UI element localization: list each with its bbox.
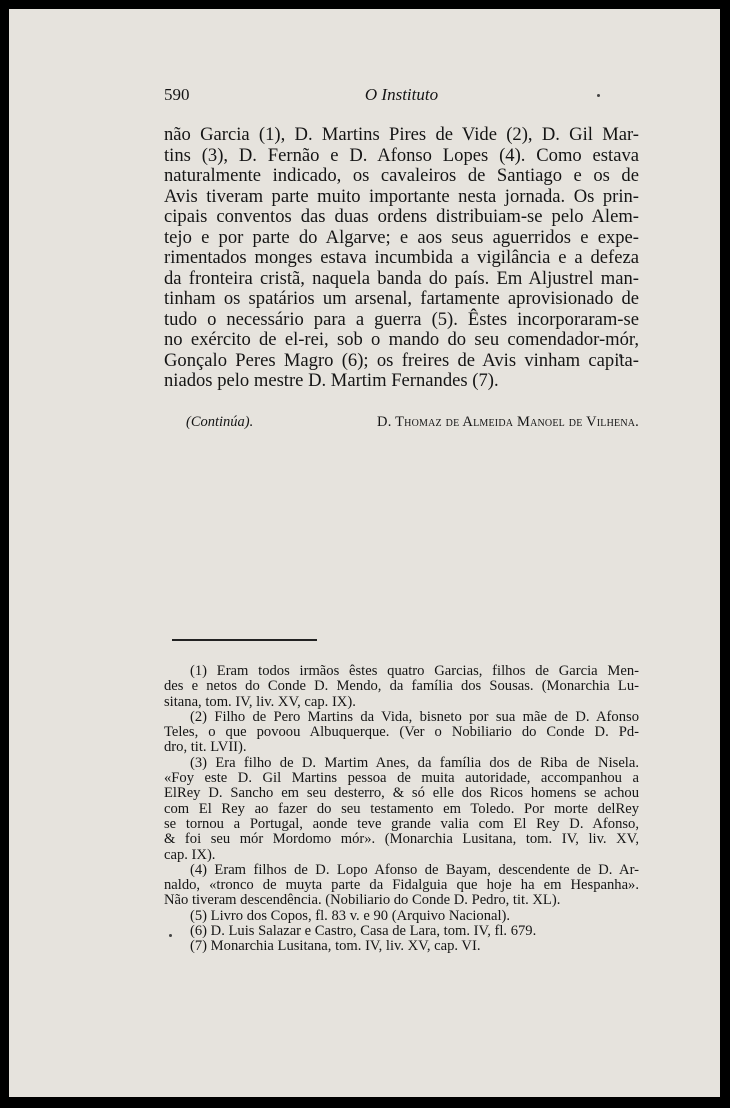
continued-note: (Continúa). — [186, 413, 254, 430]
footnote-7 — [164, 939, 639, 954]
footnote-line: (3) Era filho de D. Martim Anes, da família dos de Riba de Nisela. — [190, 754, 639, 771]
footnote-line: ElRey D. Sancho em seu desterro, & só elle dos Ricos homens se achou — [164, 785, 639, 802]
footnote-line: sitana, tom. IV, liv. XV, cap. IX). — [164, 693, 356, 710]
page-header — [164, 79, 639, 113]
footnote-line: se tornou a Portugal, aonde teve grande valia com El Rey D. Afonso, — [164, 815, 639, 832]
footnotes — [164, 664, 639, 955]
footnote-line: des e netos do Conde D. Mendo, da família dos Sousas. (Monarchia Lu- — [164, 678, 639, 695]
footnote-2 — [164, 710, 639, 756]
page-content — [164, 79, 639, 955]
footnote-line: & foi seu mór Mordomo mór». (Monarchia Lusitana, tom. IV, liv. XV, — [164, 831, 639, 848]
body-line: niados pelo mestre D. Martim Fernandes (7). — [164, 370, 499, 391]
footnote-line: (2) Filho de Pero Martins da Vida, bisneto por sua mãe de D. Afonso — [190, 708, 639, 725]
body-line: rimentados monges estava incumbida a vigilância e a defeza — [164, 247, 639, 268]
footnote-4 — [164, 863, 639, 909]
body-line: tejo e por parte do Algarve; e aos seus aguerridos e expe- — [164, 226, 639, 248]
signature-block — [164, 414, 639, 436]
body-line: não Garcia (1), D. Martins Pires de Vide (2), D. Gil Mar- — [164, 124, 639, 145]
body-line: tins (3), D. Fernão e D. Afonso Lopes (4). Como estava — [164, 144, 639, 166]
footnote-line: (7) Monarchia Lusitana, tom. IV, liv. XV, cap. VI. — [190, 938, 481, 955]
footnote-line: (5) Livro dos Copos, fl. 83 v. e 90 (Arquivo Nacional). — [190, 907, 511, 924]
body-line: tudo o necessário para a guerra (5). Êstes incorporaram-se — [164, 308, 639, 330]
body-line: Avis tiveram parte muito importante nesta jornada. Os prin- — [164, 185, 639, 207]
footnote-5 — [164, 909, 639, 924]
footnote-line: Não tiveram descendência. (Nobiliario do Conde D. Pedro, tit. XL). — [164, 892, 561, 909]
footnote-divider — [172, 639, 317, 641]
footnote-6 — [164, 924, 639, 939]
footnote-line: (1) Eram todos irmãos êstes quatro Garcias, filhos de Garcia Men- — [190, 663, 639, 679]
footnote-line: Teles, o que povoou Albuquerque. (Ver o Nobiliario do Conde D. Pd- — [164, 724, 639, 741]
body-line: cipais conventos das duas ordens distribuiam-se pelo Alem- — [164, 206, 639, 227]
page-number: 590 — [164, 85, 190, 104]
body-line: Gonçalo Peres Magro (6); os freires de Avis vinham capita- — [164, 349, 639, 371]
footnote-line: (6) D. Luis Salazar e Castro, Casa de Lara, tom. IV, fl. 679. — [190, 923, 537, 940]
footnote-line: naldo, «tronco de muyta parte da Fidalguia que hoje ha em Hespanha». — [164, 877, 639, 894]
scanned-page — [9, 9, 720, 1097]
footnote-line: «Foy este D. Gil Martins pessoa de muita autoridade, accompanhou a — [164, 770, 639, 787]
footnote-line: cap. IX). — [164, 846, 216, 863]
body-line: da fronteira cristã, naquela banda do país. Em Aljustrel man- — [164, 267, 639, 289]
running-title: O Instituto — [364, 85, 439, 104]
body-line: tinham os spatários um arsenal, fartamente aprovisionado de — [164, 288, 639, 309]
body-line: no exército de el-rei, sob o mando do seu comendador-mór, — [164, 329, 639, 350]
footnote-line: (4) Eram filhos de D. Lopo Afonso de Bayam, descendente de D. Ar- — [190, 861, 639, 878]
body-text — [164, 125, 639, 392]
footnote-1 — [164, 664, 639, 710]
footnote-line: dro, tit. LVII). — [164, 739, 247, 756]
body-line: naturalmente indicado, os cavaleiros de Santiago e os de — [164, 165, 639, 186]
footnote-3 — [164, 756, 639, 863]
author-signature: D. Thomaz de Almeida Manoel de Vilhena. — [377, 413, 639, 430]
footnote-line: com El Rey ao fazer do seu testamento em Toledo. Por morte delRey — [164, 800, 639, 817]
